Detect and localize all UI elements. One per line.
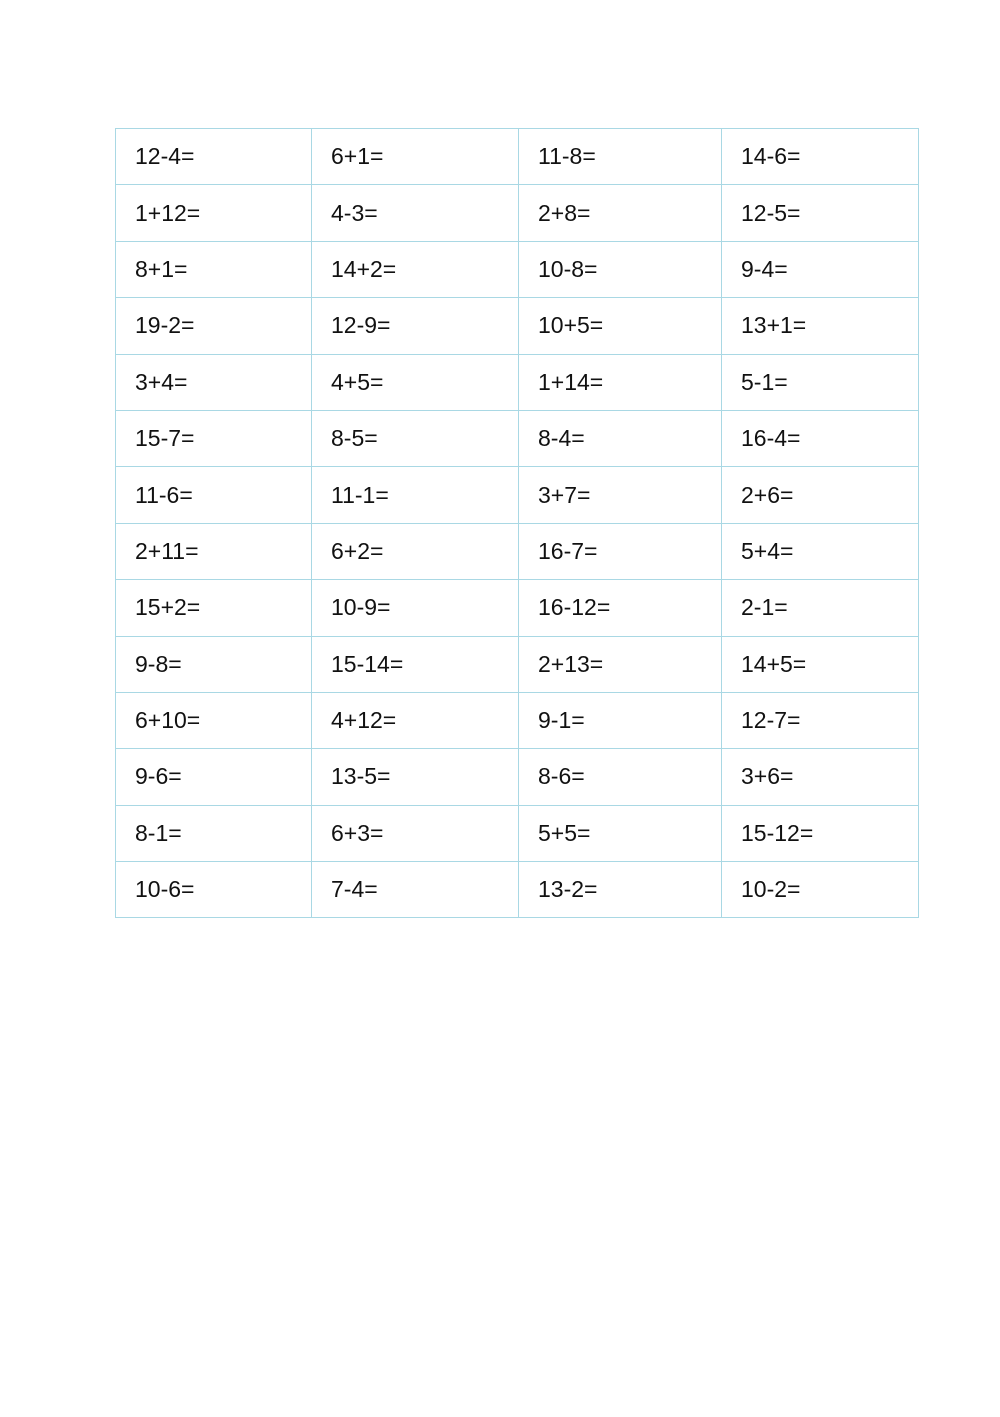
table-row — [116, 410, 919, 466]
problem-cell: 4+12= — [312, 692, 519, 748]
problem-cell: 9-4= — [722, 241, 919, 297]
problem-cell: 2+11= — [116, 523, 312, 579]
problem-cell: 1+14= — [519, 354, 722, 410]
problem-cell: 11-6= — [116, 467, 312, 523]
problem-cell: 3+7= — [519, 467, 722, 523]
problem-cell: 8-1= — [116, 805, 312, 861]
problem-cell: 10-8= — [519, 241, 722, 297]
table-row — [116, 692, 919, 748]
problem-cell: 16-12= — [519, 580, 722, 636]
problem-cell: 2+8= — [519, 185, 722, 241]
problem-cell: 14+2= — [312, 241, 519, 297]
problem-cell: 6+3= — [312, 805, 519, 861]
problem-cell: 7-4= — [312, 862, 519, 918]
problem-cell: 15-7= — [116, 410, 312, 466]
table-row — [116, 467, 919, 523]
table-row — [116, 749, 919, 805]
problem-cell: 8-4= — [519, 410, 722, 466]
table-row — [116, 298, 919, 354]
problem-cell: 12-5= — [722, 185, 919, 241]
problem-cell: 16-4= — [722, 410, 919, 466]
worksheet-body — [116, 129, 919, 918]
table-row — [116, 580, 919, 636]
problem-cell: 9-1= — [519, 692, 722, 748]
table-row — [116, 523, 919, 579]
problem-cell: 12-9= — [312, 298, 519, 354]
problem-cell: 8+1= — [116, 241, 312, 297]
problem-cell: 13+1= — [722, 298, 919, 354]
problem-cell: 3+4= — [116, 354, 312, 410]
problem-cell: 9-6= — [116, 749, 312, 805]
problem-cell: 13-5= — [312, 749, 519, 805]
table-row — [116, 354, 919, 410]
problem-cell: 14-6= — [722, 129, 919, 185]
problem-cell: 9-8= — [116, 636, 312, 692]
problem-cell: 11-8= — [519, 129, 722, 185]
problem-cell: 5+4= — [722, 523, 919, 579]
problem-cell: 15-12= — [722, 805, 919, 861]
table-row — [116, 805, 919, 861]
problem-cell: 2+6= — [722, 467, 919, 523]
table-row — [116, 862, 919, 918]
problem-cell: 10+5= — [519, 298, 722, 354]
problem-cell: 19-2= — [116, 298, 312, 354]
problem-cell: 11-1= — [312, 467, 519, 523]
problem-cell: 10-6= — [116, 862, 312, 918]
problem-cell: 13-2= — [519, 862, 722, 918]
problem-cell: 14+5= — [722, 636, 919, 692]
table-row — [116, 129, 919, 185]
problem-cell: 3+6= — [722, 749, 919, 805]
problem-cell: 12-7= — [722, 692, 919, 748]
problem-cell: 6+10= — [116, 692, 312, 748]
problem-cell: 15+2= — [116, 580, 312, 636]
table-row — [116, 636, 919, 692]
problem-cell: 10-2= — [722, 862, 919, 918]
problem-cell: 10-9= — [312, 580, 519, 636]
problem-cell: 2+13= — [519, 636, 722, 692]
problem-cell: 2-1= — [722, 580, 919, 636]
problem-cell: 8-6= — [519, 749, 722, 805]
problem-cell: 8-5= — [312, 410, 519, 466]
problem-cell: 16-7= — [519, 523, 722, 579]
problem-cell: 4+5= — [312, 354, 519, 410]
problem-cell: 5-1= — [722, 354, 919, 410]
problem-cell: 5+5= — [519, 805, 722, 861]
problem-cell: 12-4= — [116, 129, 312, 185]
problem-cell: 4-3= — [312, 185, 519, 241]
problem-cell: 1+12= — [116, 185, 312, 241]
table-row — [116, 185, 919, 241]
problem-cell: 6+2= — [312, 523, 519, 579]
problem-cell: 6+1= — [312, 129, 519, 185]
arithmetic-worksheet-table — [115, 128, 919, 918]
problem-cell: 15-14= — [312, 636, 519, 692]
table-row — [116, 241, 919, 297]
